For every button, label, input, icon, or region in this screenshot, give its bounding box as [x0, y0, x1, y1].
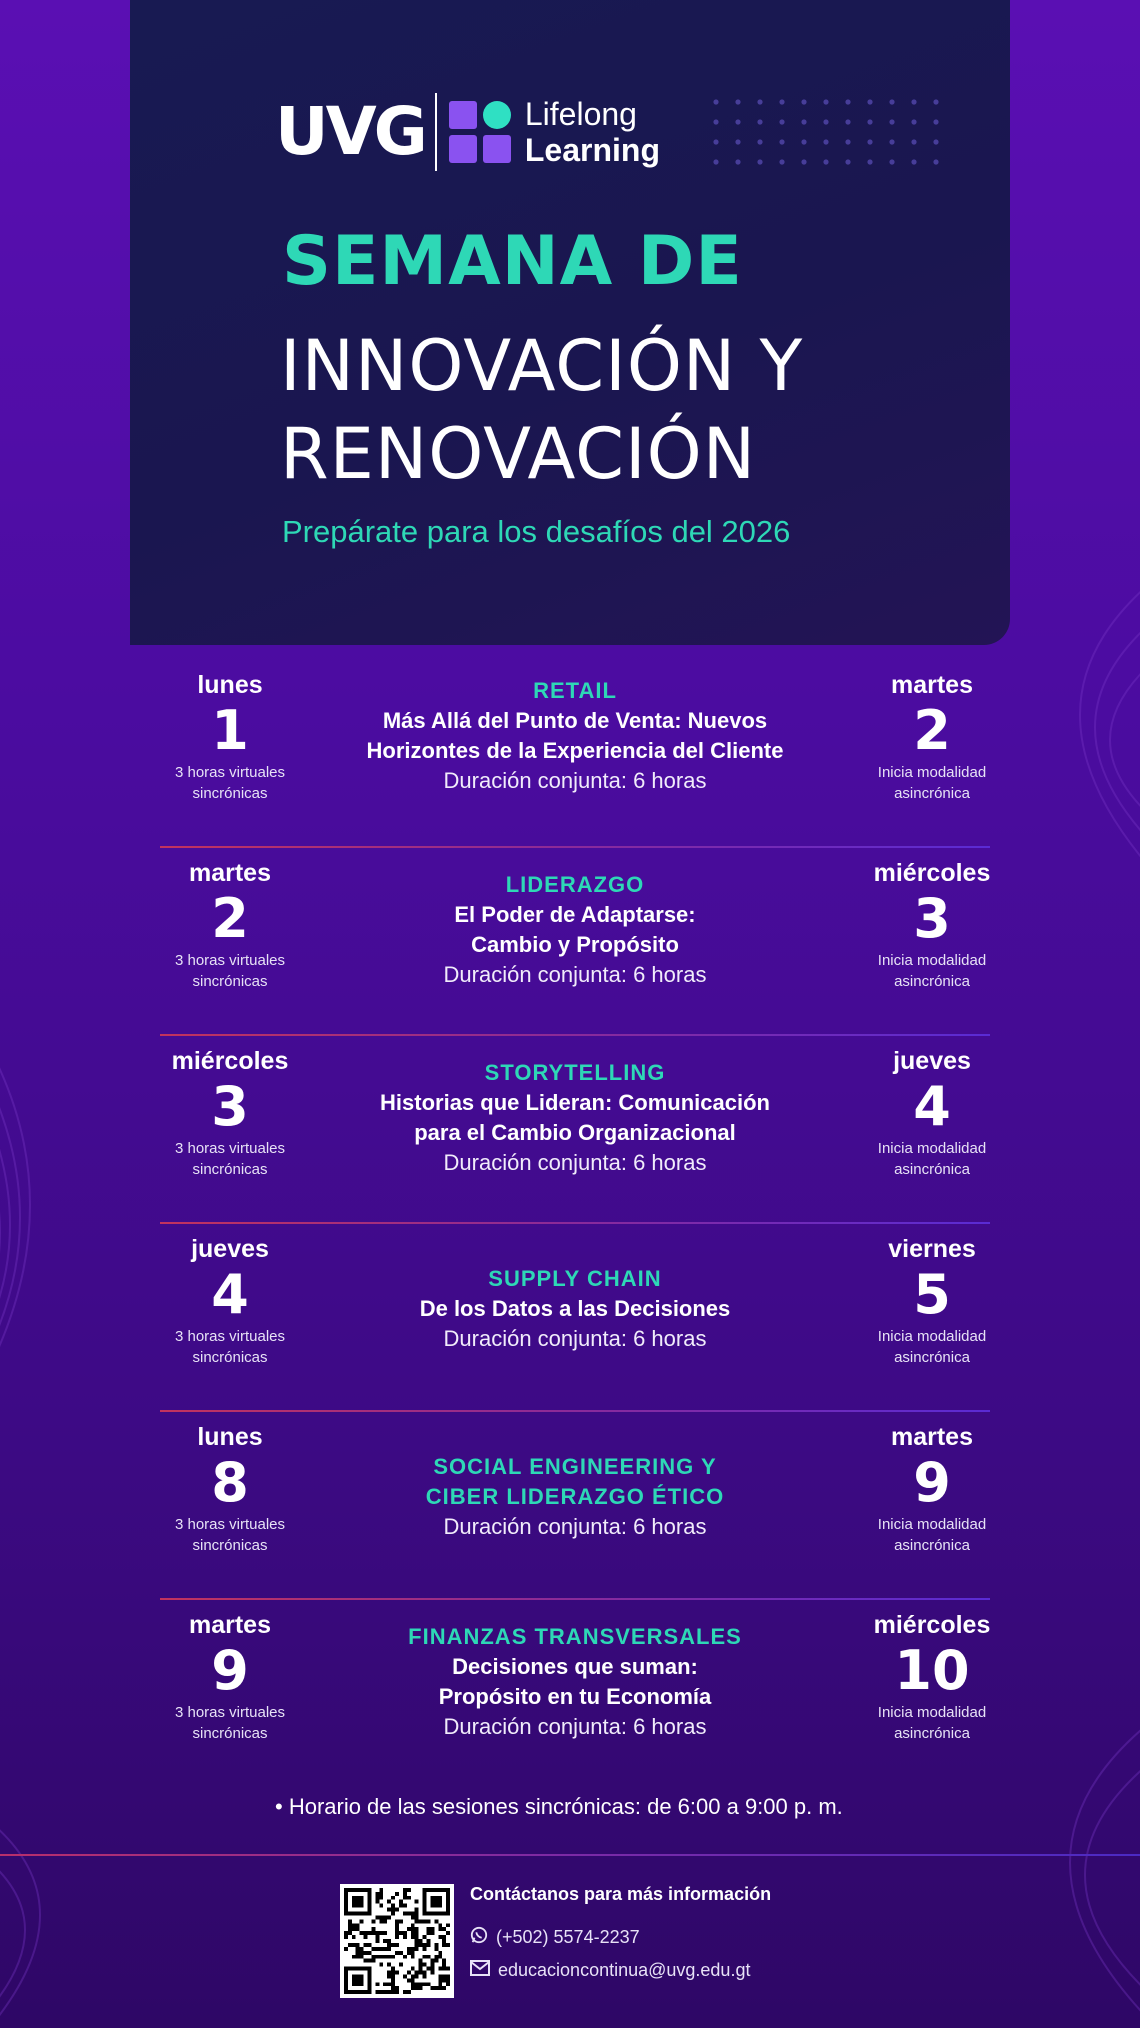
start-day-number: 1	[211, 699, 249, 762]
end-day-note-1: Inicia modalidad	[877, 1516, 987, 1533]
course-category: SUPPLY CHAIN	[488, 1266, 662, 1291]
end-day-name: viernes	[888, 1235, 976, 1263]
course-category: RETAIL	[533, 678, 617, 703]
start-day-note-1: 3 horas virtuales	[174, 1328, 286, 1345]
end-day-number: 5	[913, 1263, 951, 1326]
session-row	[160, 1600, 990, 1788]
course-category: SOCIAL ENGINEERING Y	[433, 1454, 717, 1479]
end-day-name: jueves	[893, 1047, 971, 1075]
contact-email[interactable]	[470, 1960, 750, 1981]
course-category-line-2: CIBER LIDERAZGO ÉTICO	[425, 1484, 725, 1509]
title-line-2: INNOVACIÓN Y	[280, 325, 804, 407]
end-day-note-2: asincrónica	[894, 1725, 970, 1742]
start-day-note-1: 3 horas virtuales	[174, 1704, 286, 1721]
end-day-number: 3	[913, 887, 951, 950]
course-duration: Duración conjunta: 6 horas	[443, 1714, 707, 1739]
title-line-1: SEMANA DE	[282, 222, 743, 301]
start-day-number: 2	[211, 887, 249, 950]
end-day-note-2: asincrónica	[894, 1537, 970, 1554]
start-day-note-1: 3 horas virtuales	[174, 1140, 286, 1157]
end-day-note-1: Inicia modalidad	[877, 764, 987, 781]
title-main	[280, 322, 803, 498]
session-row	[160, 660, 990, 848]
start-day-note-1: 3 horas virtuales	[174, 1516, 286, 1533]
start-day-note-2: sincrónicas	[192, 785, 268, 802]
logo-subtitle	[525, 96, 660, 168]
start-day-number: 9	[211, 1639, 249, 1702]
end-day-name: miércoles	[873, 1611, 991, 1639]
tagline: Prepárate para los desafíos del 2026	[282, 514, 791, 549]
logo	[275, 92, 660, 172]
session-row	[160, 848, 990, 1036]
start-day-note-2: sincrónicas	[192, 1161, 268, 1178]
course-info	[280, 1622, 870, 1742]
start-day-name: lunes	[197, 671, 263, 699]
start-day-name: miércoles	[171, 1047, 289, 1075]
start-day-name: martes	[189, 859, 271, 887]
course-duration: Duración conjunta: 6 horas	[443, 962, 707, 987]
session-row	[160, 1224, 990, 1412]
end-day-note-2: asincrónica	[894, 1349, 970, 1366]
course-duration: Duración conjunta: 6 horas	[443, 1514, 707, 1539]
start-day-note-2: sincrónicas	[192, 1537, 268, 1554]
course-duration: Duración conjunta: 6 horas	[443, 1326, 707, 1351]
course-duration: Duración conjunta: 6 horas	[443, 768, 707, 793]
end-day-note-1: Inicia modalidad	[877, 1140, 987, 1157]
start-day-number: 8	[211, 1451, 249, 1514]
title-line-3: RENOVACIÓN	[280, 413, 757, 495]
end-day-note-1: Inicia modalidad	[877, 952, 987, 969]
start-day-note-1: 3 horas virtuales	[174, 764, 286, 781]
contact-phone[interactable]	[470, 1926, 640, 1949]
end-day	[847, 670, 1017, 804]
logo-line-2: Learning	[524, 132, 660, 168]
contact-email-text: educacioncontinua@uvg.edu.gt	[498, 1960, 751, 1980]
logo-line-1: Lifelong	[524, 96, 637, 132]
end-day-number: 4	[913, 1075, 951, 1138]
end-day-name: miércoles	[873, 859, 991, 887]
end-day-note-2: asincrónica	[894, 1161, 970, 1178]
end-day-note-2: asincrónica	[894, 785, 970, 802]
start-day-number: 4	[211, 1263, 249, 1326]
course-title-line-1: Decisiones que suman:	[452, 1654, 698, 1679]
course-title-line-2: Horizontes de la Experiencia del Cliente	[366, 738, 784, 763]
schedule-footnote: • Horario de las sesiones sincrónicas: de 6:00 a 9:00 p. m.	[275, 1794, 843, 1819]
end-day	[847, 1046, 1017, 1180]
dot-pattern-decoration	[710, 96, 960, 176]
end-day-note-1: Inicia modalidad	[877, 1704, 987, 1721]
course-title-line-2: para el Cambio Organizacional	[414, 1120, 736, 1145]
course-title-line-1: El Poder de Adaptarse:	[454, 902, 696, 927]
start-day-name: jueves	[191, 1235, 269, 1263]
session-row	[160, 1412, 990, 1600]
mail-icon	[470, 1960, 490, 1981]
footer-divider	[0, 1854, 1140, 1856]
course-category: LIDERAZGO	[505, 872, 645, 897]
start-day-name: martes	[189, 1611, 271, 1639]
end-day-number: 9	[913, 1451, 951, 1514]
course-info	[280, 676, 870, 796]
contact-title: Contáctanos para más información	[470, 1884, 772, 1904]
course-title-line-1: Más Allá del Punto de Venta: Nuevos	[382, 708, 768, 733]
start-day-note-2: sincrónicas	[192, 1725, 268, 1742]
end-day	[847, 858, 1017, 992]
session-row	[160, 1036, 990, 1224]
course-info	[280, 870, 870, 990]
contact-phone-text: (+502) 5574-2237	[496, 1927, 640, 1947]
course-info	[280, 1452, 870, 1542]
end-day-note-1: Inicia modalidad	[877, 1328, 987, 1345]
end-day	[847, 1610, 1017, 1744]
logo-squares-icon	[449, 101, 511, 163]
course-title-line-2: Cambio y Propósito	[471, 932, 679, 957]
end-day-number: 2	[913, 699, 951, 762]
whatsapp-icon	[470, 1926, 488, 1949]
start-day-note-1: 3 horas virtuales	[174, 952, 286, 969]
end-day-number: 10	[894, 1639, 970, 1702]
logo-divider	[435, 93, 437, 171]
course-info	[280, 1058, 870, 1178]
course-title-line-1: De los Datos a las Decisiones	[419, 1296, 731, 1321]
course-category: FINANZAS TRANSVERSALES	[408, 1624, 742, 1649]
logo-wordmark: UVG	[275, 93, 425, 170]
course-info	[280, 1264, 870, 1354]
course-category: STORYTELLING	[484, 1060, 666, 1085]
start-day-note-2: sincrónicas	[192, 1349, 268, 1366]
end-day-name: martes	[891, 671, 973, 699]
end-day-note-2: asincrónica	[894, 973, 970, 990]
start-day-number: 3	[211, 1075, 249, 1138]
session-list	[160, 660, 990, 1788]
course-title-line-2: Propósito en tu Economía	[438, 1684, 712, 1709]
start-day-name: lunes	[197, 1423, 263, 1451]
end-day	[847, 1422, 1017, 1556]
course-duration: Duración conjunta: 6 horas	[443, 1150, 707, 1175]
qr-code[interactable]	[340, 1884, 454, 1998]
end-day	[847, 1234, 1017, 1368]
start-day-note-2: sincrónicas	[192, 973, 268, 990]
end-day-name: martes	[891, 1423, 973, 1451]
course-title-line-1: Historias que Lideran: Comunicación	[380, 1090, 770, 1115]
